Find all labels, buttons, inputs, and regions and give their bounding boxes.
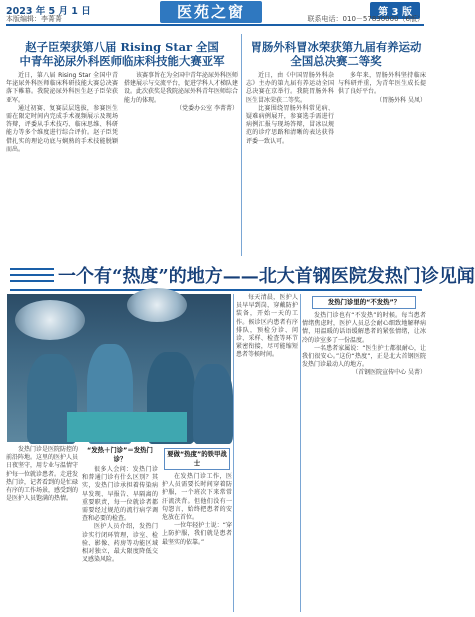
article1-headline-line2: 中青年泌尿外科医师临床科技能大赛亚军 (19, 54, 225, 68)
feature-paragraph: 一名患者家属说：“医生护士都很耐心，让我们很安心。”这份“热度”，正是北大首钢医院发热门诊最动人的地方。 (302, 344, 426, 369)
feature-title: 一个有“热度”的地方——北大首钢医院发热门诊见闻 (58, 266, 475, 287)
feature-paragraph: 每天清晨，医护人员早早到岗，穿戴防护装备，开始一天的工作。候诊区内患者有序排队，预检分诊、问诊、采样、检查等环节紧密衔接，尽可能缩短患者等候时间。 (236, 294, 298, 359)
issue-date: 2023 年 5 月 1 日 (6, 6, 91, 17)
article2-paragraph: 近日，由《中国胃肠外科杂志》主办的第九届有养运动全国总决赛在京举行。我院胃肠外科医生冒冰荣获二等奖。 (246, 72, 334, 104)
feature-paragraph: 很多人会问：发热门诊和普通门诊有什么区别？其实，发热门诊承担着传染病早发现、早报告、早隔离的重要职责，每一位就诊者都需要经过规范的流行病学调查和必要的检查。 (82, 466, 158, 523)
article2-body-col1 (246, 72, 334, 252)
page-header (0, 0, 430, 28)
article1-byline: （党委办公室 李菁菁） (176, 104, 238, 112)
feature-paragraph: 医护人员介绍，发热门诊实行闭环管理，诊室、检验、影像、药房等功能区域相对独立，最大限度降低交叉感染风险。 (82, 523, 158, 564)
article2-headline-line2: 全国总决赛二等奖 (290, 54, 382, 68)
feature-body-col2 (236, 294, 298, 594)
contact-phone: 联系电话：010－57830000（6版） (307, 15, 424, 23)
article1-headline-line1: 赵子臣荣获第八届 Rising Star 全国 (25, 40, 219, 54)
article2-paragraph: 多年来，胃肠外科坚持临床与科研并重，为青年医生成长提供了良好平台。 (338, 72, 426, 96)
feature-paragraph: 发热门诊是医院防控的前沿阵地。这里的医护人员日夜坚守，用专业与温情守护每一位就诊患者。走进发热门诊，记者看到的是忙碌有序的工作场景，感受到的是医护人员饱满的热情。 (6, 446, 79, 503)
article1-body-col1 (6, 72, 118, 252)
article2-headline (244, 40, 428, 68)
article1-paragraph: 近日，第八届 Rising Star 全国中青年泌尿外科医师临床科研技能大赛总决赛落下帷幕。我院泌尿外科医生赵子臣荣获亚军。 (6, 72, 118, 104)
subheading: 要做“热度”的铁甲战士 (167, 450, 227, 467)
feature-title-underline (10, 289, 422, 291)
operating-lamp (15, 300, 85, 340)
subheading-box (312, 296, 416, 309)
title-deco-line (10, 280, 54, 282)
feature-paragraph: 发热门诊也有“不发热”的时候。每当患者情绪焦虑时，医护人员总会耐心细致地解释病情，用温暖的话语缓解患者的紧张情绪，让冰冷的诊室多了一份温度。 (302, 312, 426, 344)
feature-body-col-b (82, 446, 158, 612)
header-divider (6, 24, 424, 26)
feature-body-col-c (162, 446, 232, 612)
editor-credit: 本版编辑：李菁菁 (6, 15, 62, 23)
surgical-drape (67, 412, 187, 442)
column-divider (241, 34, 242, 256)
article2-body-col2 (338, 72, 426, 252)
article1-paragraph: 该赛事旨在为全国中青年泌尿外科医师搭建展示与交流平台，促进学科人才梯队建设。此次获奖是我院泌尿外科青年医师综合能力的体现。 (124, 72, 239, 104)
feature-paragraph: 一位年轻护士说：“穿上防护服，我们就是患者最坚实的依靠。” (162, 522, 232, 546)
subheading: 发热门诊里的“不发热”？ (327, 298, 401, 306)
subheading: “发热＋门诊”＝发热门诊？ (87, 446, 153, 463)
title-deco-line (10, 274, 54, 276)
feature-paragraph: 在发热门诊工作，医护人员需要长时间穿着防护服，一个班次下来常常汗流浃背。但他们没有一句怨言，始终把患者的安危放在首位。 (162, 473, 232, 522)
article2-headline-line1: 胃肠外科冒冰荣获第九届有养运动 (250, 40, 422, 54)
article1-headline (4, 40, 240, 68)
article1-paragraph: 通过初赛、复赛层层选拔，参赛医生需在限定时间内完成手术视频展示及现场答辩，评委从手术技巧、临床思维、科研能力等多个维度进行综合评价。赵子臣凭借扎实的理论功底与娴熟的手术技能脱颖而出。 (6, 104, 118, 153)
title-deco-line (10, 268, 54, 270)
column-title: 医苑之窗 (160, 1, 262, 23)
feature-body-col-a (6, 446, 78, 612)
feature-byline: （首钢医院宣传中心 吴菁） (352, 369, 426, 377)
article1-body-col2 (124, 72, 238, 252)
column-divider (233, 294, 234, 612)
article2-paragraph: 比赛围绕胃肠外科常见病、疑难病例展开，参赛选手需进行病例汇报与现场答辩，冒冰以规范的诊疗思路和清晰的表达获得评委一致认可。 (246, 104, 334, 145)
feature-title-bar (4, 262, 475, 290)
surgery-photo (7, 294, 231, 442)
subheading-box (164, 448, 230, 470)
page-number: 第 3 版 (370, 2, 420, 19)
article2-byline: （胃肠外科 吴凤） (376, 96, 426, 104)
operating-lamp (127, 288, 187, 322)
surgeon-figure (193, 364, 233, 444)
feature-body-col3 (302, 294, 426, 594)
column-divider (300, 294, 301, 612)
